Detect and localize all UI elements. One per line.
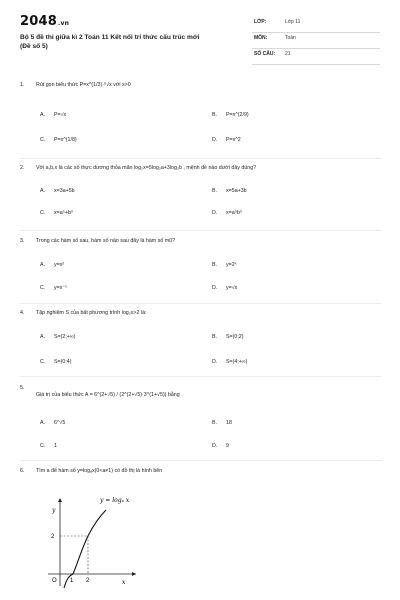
option-2a[interactable]: A. x=3a+5b [40, 188, 75, 194]
option-3d[interactable]: D. y=√x [212, 285, 238, 291]
option-5b[interactable]: B. 18 [212, 420, 232, 426]
document-title: Bộ 5 đề thi giữa kì 2 Toán 11 Kết nối tri thức cấu trúc mới (Đề số 5) [20, 34, 200, 50]
divider [20, 376, 382, 377]
log-function-graph [40, 488, 140, 588]
origin-label: O [52, 578, 57, 584]
option-2c[interactable]: C. x=a⁵+b³ [40, 210, 73, 216]
option-1a[interactable]: A. P=√x [40, 112, 67, 118]
y-tick-2: 2 [51, 534, 55, 540]
option-3a[interactable]: A. y=x² [40, 262, 65, 268]
option-5c[interactable]: C. 1 [40, 443, 57, 449]
function-label: y = logₐ x [100, 497, 130, 504]
divider [20, 460, 382, 461]
x-axis-label: x [122, 579, 126, 586]
divider [20, 303, 382, 304]
option-4d[interactable]: D. S=(4;+∞) [212, 359, 248, 365]
meta-question-count: SỐ CÂU: 21 [252, 49, 380, 65]
divider [20, 230, 382, 231]
option-4a[interactable]: A. S=(2;+∞) [40, 334, 76, 340]
option-3b[interactable]: B. y=2ˣ [212, 262, 237, 268]
y-axis-arrow-icon [58, 498, 62, 502]
option-4b[interactable]: B. S=(0;2) [212, 334, 244, 340]
option-5d[interactable]: D. 9 [212, 443, 229, 449]
option-5a[interactable]: A. 6^√5 [40, 420, 66, 426]
option-2b[interactable]: B. x=5a+3b [212, 188, 247, 194]
option-1b[interactable]: B. P=x^(2/9) [212, 112, 249, 118]
option-4c[interactable]: C. S=(0;4) [40, 359, 72, 365]
y-axis-label: y [52, 507, 56, 514]
exam-meta [252, 17, 380, 65]
meta-subject: MÔN: Toán [252, 33, 380, 49]
site-logo[interactable]: 2048.vn [20, 14, 70, 29]
option-3c[interactable]: C. y=x⁻¹ [40, 285, 67, 291]
option-1c[interactable]: C. P=x^(1/8) [40, 137, 77, 143]
x-tick-2: 2 [86, 578, 90, 584]
divider [20, 158, 382, 159]
option-1d[interactable]: D. P=x^2 [212, 137, 241, 143]
option-2d[interactable]: D. x=a⁵b³ [212, 210, 242, 216]
header [0, 0, 400, 66]
exam-page: 2048.vn Bộ 5 đề thi giữa kì 2 Toán 11 Kết nối tri thức cấu trúc mới (Đề số 5) LỚP: Lớp 11 MÔN: Toán SỐ CÂU: 21 1. Rút gọn biểu thức P=x^(1/3)·⁶√x với x>0 A. P=√x B. P=x^(2/9) C. P=x^(1/8) D. P=x^2 2. Với a,b,x là các số thực dương thỏa mãn log₂x=5log₂a+3log₂b , mệnh đề nào dưới đây đúng? A. x=3a+5b B. x=5a+3b C. x=a⁵+b³ D. x=a⁵b³ 3. Trong các hàm số sau, hàm số nào sau đây là hàm số mũ? A. y=x² B. y=2ˣ C. y=x⁻¹ D. y=√x 4. Tập nghiệm S của bất phương trình log₂x>2 là: A. S=(2;+∞) B. S=(0;2) C. S=(0;4) D. S=(4;+∞) 5. Giá trị của biểu thức A = 6^(2+√5) / (2^(2+√5)·3^(1+√5)) bằng A. 6^√5 B. 18 C. 1 D. 9 6. Tìm a để hàm số y=logₐx(0<a≠1) có đồ thị là hình bên y = logₐ x y x O 1 2 2 [0, 0, 400, 600]
log-curve [64, 510, 106, 588]
meta-class: LỚP: Lớp 11 [252, 17, 380, 33]
x-tick-1: 1 [70, 578, 74, 584]
x-axis-arrow-icon [132, 572, 136, 576]
